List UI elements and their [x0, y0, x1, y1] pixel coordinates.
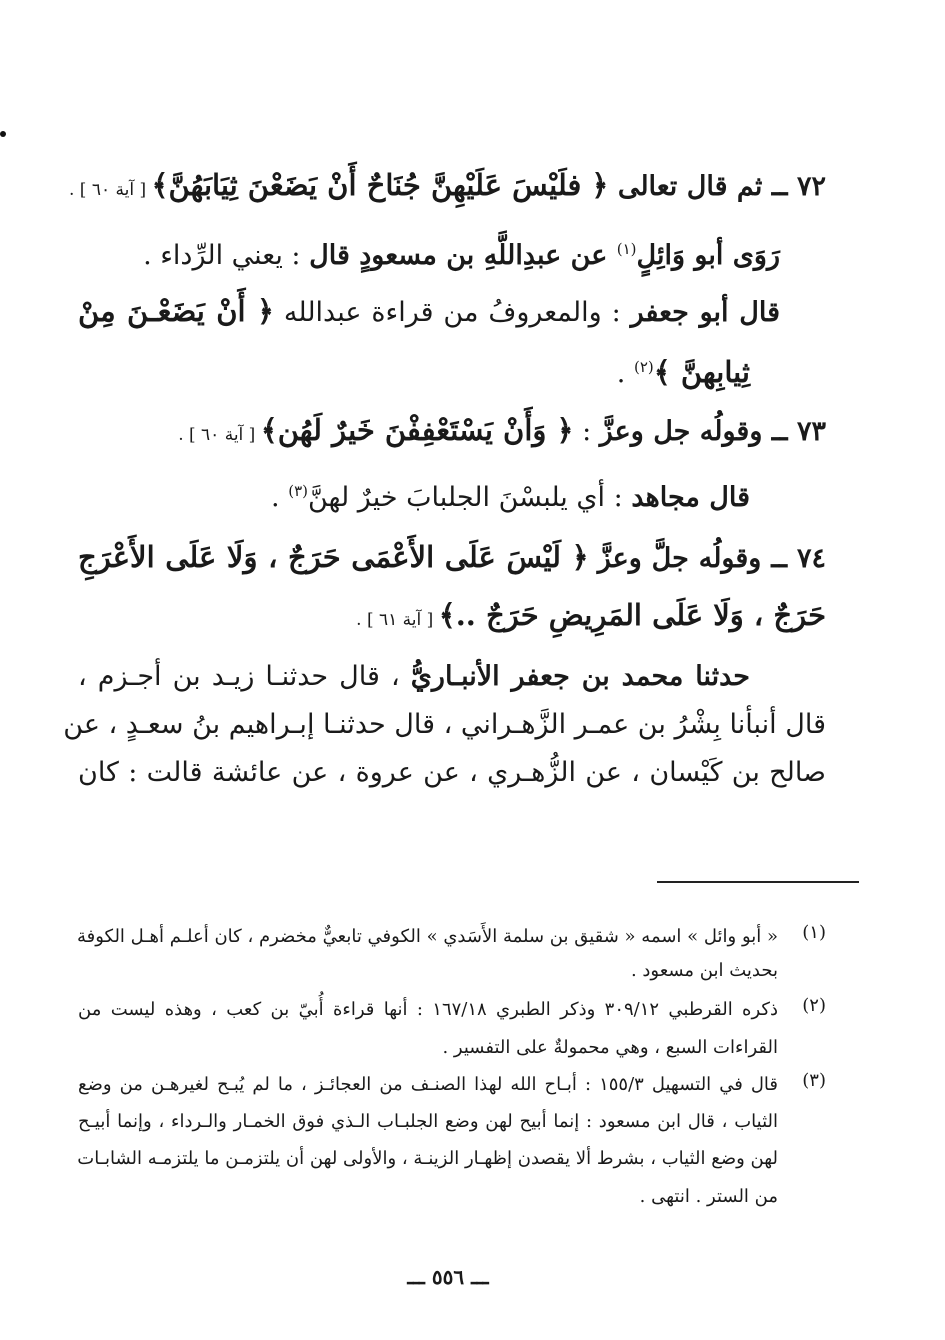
- entry-73-heading: ٧٣ ــ وقولُه جل وعزَّ: [599, 416, 826, 447]
- jafar-line-2: [78, 347, 750, 394]
- entry-72-heading: ٧٢ ــ ثم قال تعالى: [608, 171, 826, 202]
- quran-quote: ثِيابِهنَّ ﴾: [653, 355, 750, 389]
- mujahid-line: [78, 471, 750, 518]
- quran-quote: ﴿ لَيْسَ عَلَى الأَعْمَى حَرَجٌ ، وَلَا عَلَى الأَعْرَجِ: [78, 540, 589, 574]
- footnote-3-line-2: الثياب ، قال ابن مسعود : إنما أبيح لهن وضع الجلبـاب الـذي فوق الخمـار والـرداء ، وإنما أبيـح: [78, 1111, 778, 1132]
- isnad-line-1: [78, 657, 750, 697]
- narrator: رَوَى أبو وَائِلٍ: [636, 240, 780, 271]
- mujahid-label: قال مجاهد: [631, 482, 750, 513]
- verse-reference: [ آية ٦٠ ] .: [178, 425, 261, 445]
- punctuation: .: [616, 358, 634, 389]
- source-name: عن عبدِاللَّهِ بن مسعودٍ قال: [309, 240, 617, 271]
- page-number: ـــ ٥٥٦ ـــ: [407, 1265, 489, 1289]
- punctuation: .: [271, 482, 289, 513]
- footnote-number: (٢): [802, 995, 826, 1016]
- jafar-text: : والمعروفُ من قراءة عبدالله: [274, 297, 631, 328]
- mujahid-text: : أي يلبسْنَ الجلبابَ خيرٌ لهنَّ: [307, 482, 632, 513]
- riwaya-line: [78, 229, 780, 276]
- isnad-text: ، قال حدثنـا زيـد بن أجـزم ،: [78, 661, 411, 692]
- footnote-3-line-1: قال في التسهيل ١٥٥/٣ : أبـاح الله لهذا الصنـف من العجائـز ، ما لم يُبـح لغيرهـن من وضع: [78, 1074, 779, 1095]
- footnote-number: (١): [802, 922, 826, 943]
- footnote-2-line-2: القراءات السبع ، وهي محمولةٌ على التفسير .: [442, 1037, 778, 1058]
- entry-74-line-2: [78, 595, 826, 640]
- verse-reference: [ آية ٦١ ] .: [356, 610, 439, 630]
- footnote-1-line-2: بحديث ابن مسعود .: [630, 960, 778, 981]
- footnote-ref-2: (٢): [633, 358, 654, 376]
- footnote-2-line-1: ذكره القرطبي ٣٠٩/١٢ وذكر الطبري ١٦٧/١٨ : أنها قراءة أُبيّ بن كعب ، وهذه ليست من: [78, 999, 779, 1020]
- footnote-number: (٣): [802, 1070, 826, 1091]
- footnote-ref-1: (١): [616, 240, 637, 258]
- quran-quote: ﴿ وَأَنْ يَسْتَعْفِفْنَ خَيرٌ لَهُن﴾: [260, 413, 574, 447]
- space: [589, 543, 598, 574]
- abu-jafar-label: قال أبو جعفر: [630, 297, 781, 328]
- quran-quote: ﴿ فلَيْسَ عَلَيْهِنَّ جُنَاحٌ أَنْ يَضَعْنَ ثِيَابَهُنَّ﴾: [151, 168, 609, 202]
- jafar-line-1: [78, 291, 780, 333]
- entry-73-line-1: [78, 410, 826, 455]
- isnad-text: صالح بن كَيْسان ، عن الزُّهـري ، عن عروة ، عن عائشة قالت : كان: [78, 757, 826, 788]
- footnote-3-line-3: لهن وضع الثياب ، بشرط ألا يقصدن إظهـار الزينـة ، والأولى لهن أن يلتزمـن ما يلتزمـه الشابـات: [77, 1148, 778, 1169]
- entry-74-heading: ٧٤ ــ وقولُه جلَّ وعزَّ: [597, 543, 826, 574]
- footnote-ref-3: (٣): [288, 482, 308, 500]
- isnad-text: قال أنبأنا بِشْرُ بن عمـر الزَّهـراني ، قال حدثنـا إبـراهيم بنُ سعـدٍ ، عن: [63, 709, 826, 740]
- entry-74-line-1: [78, 537, 826, 579]
- footnote-1-line-1: « أبو وائل » اسمه « شقيق بن سلمة الأَسَدي » الكوفي تابعيٌّ مخضرم ، كان أعلـم أهـل الكوفة: [76, 926, 778, 947]
- verse-reference: [ آية ٦٠ ] .: [68, 180, 152, 200]
- colon: :: [573, 416, 600, 447]
- entry-72-line-1: [68, 165, 826, 210]
- footnote-3-line-4: من الستر . انتهى .: [639, 1186, 778, 1207]
- narrator: حدثنا محمد بن جعفر الأنبـاريُّ: [410, 661, 751, 692]
- isnad-line-2: [63, 705, 826, 745]
- footnote-separator: [657, 881, 859, 883]
- margin-dot: [0, 131, 6, 137]
- riwaya-text: : يعني الرِّداء .: [143, 240, 310, 271]
- isnad-line-3: [78, 753, 826, 793]
- quran-quote: حَرَجٌ ، وَلَا عَلَى المَرِيضِ حَرَجٌ ..﴾: [438, 598, 826, 632]
- quran-quote: ﴿ أَنْ يَضَعْـنَ مِنْ: [78, 294, 274, 328]
